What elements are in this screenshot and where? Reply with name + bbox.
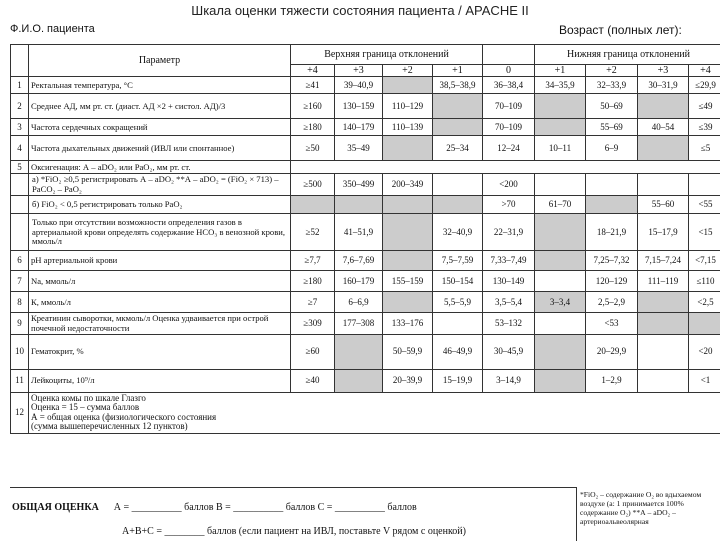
parameter-label: pH артериальной крови (29, 251, 291, 271)
value-cell: 15–17,9 (638, 214, 689, 251)
value-cell: 120–129 (586, 271, 638, 292)
value-cell: 35–49 (335, 136, 383, 161)
parameter-label: Оксигенация: А – aDO₂ или PaO₂, мм рт. ст. (29, 161, 291, 174)
row-number: 11 (11, 370, 29, 393)
value-cell: ≥160 (291, 94, 335, 119)
table-row (11, 136, 720, 161)
glasgow-line: Оценка = 15 – сумма баллов (31, 403, 720, 412)
score-header: +1 (535, 65, 586, 77)
value-cell: 177–308 (335, 313, 383, 335)
value-cell: 46–49,9 (433, 335, 483, 370)
value-cell: <20 (689, 335, 720, 370)
table-row (11, 370, 720, 393)
value-cell: ≥180 (291, 119, 335, 136)
value-cell (638, 313, 689, 335)
score-header: 0 (483, 65, 535, 77)
value-cell: 7,33–7,49 (483, 251, 535, 271)
value-cell: <15 (689, 214, 720, 251)
value-cell: 10–11 (535, 136, 586, 161)
value-cell: 40–54 (638, 119, 689, 136)
value-cell (638, 292, 689, 313)
value-cell: 111–119 (638, 271, 689, 292)
value-cell: ≤5 (689, 136, 720, 161)
value-cell (535, 335, 586, 370)
value-cell (586, 196, 638, 214)
row-number: 12 (11, 393, 29, 434)
value-cell: ≥7,7 (291, 251, 335, 271)
value-cell: 1–2,9 (586, 370, 638, 393)
value-cell: 18–21,9 (586, 214, 638, 251)
value-cell (383, 136, 433, 161)
value-cell: 50–69 (586, 94, 638, 119)
value-cell: 25–34 (433, 136, 483, 161)
value-cell: 160–179 (335, 271, 383, 292)
value-cell (383, 196, 433, 214)
value-cell (383, 292, 433, 313)
value-cell: 34–35,9 (535, 77, 586, 94)
value-cell: 140–179 (335, 119, 383, 136)
score-header: +4 (689, 65, 720, 77)
value-cell: ≥7 (291, 292, 335, 313)
value-cell (638, 136, 689, 161)
glasgow-line: (сумма вышеперечисленных 12 пунктов) (31, 422, 720, 431)
value-cell: 5,5–5,9 (433, 292, 483, 313)
table-row (11, 251, 720, 271)
totals-line-2: А+В+С = ________ баллов (если пациент на ИВЛ, поставьте V рядом с оценкой) (122, 526, 466, 537)
value-cell: >70 (483, 196, 535, 214)
value-cell (433, 196, 483, 214)
header-lower-bound: Нижняя граница отклонений (535, 45, 720, 65)
page-title: Шкала оценки тяжести состояния пациента / APACHE II (0, 3, 720, 18)
header-zero-top (483, 45, 535, 65)
value-cell: ≤39 (689, 119, 720, 136)
parameter-label: Частота дыхательных движений (ИВЛ или спонтанное) (29, 136, 291, 161)
value-cell: 155–159 (383, 271, 433, 292)
value-cell: 7,25–7,32 (586, 251, 638, 271)
score-header: +3 (638, 65, 689, 77)
value-cell: 130–149 (483, 271, 535, 292)
row-number (11, 174, 29, 196)
value-cell: ≥60 (291, 335, 335, 370)
value-cell: 6–6,9 (335, 292, 383, 313)
value-cell: 110–139 (383, 119, 433, 136)
value-cell: 39–40,9 (335, 77, 383, 94)
value-cell: 200–349 (383, 174, 433, 196)
value-cell: ≥180 (291, 271, 335, 292)
value-cell (535, 271, 586, 292)
value-cell (586, 174, 638, 196)
value-cell: 350–499 (335, 174, 383, 196)
value-cell (689, 174, 720, 196)
value-cell (535, 94, 586, 119)
row-number: 4 (11, 136, 29, 161)
value-cell: <55 (689, 196, 720, 214)
patient-name-label: Ф.И.О. пациента (10, 23, 95, 35)
header-parameter: Параметр (29, 45, 291, 77)
value-cell: ≤110 (689, 271, 720, 292)
parameter-label: а) *FiO₂ ≥0,5 регистрировать А – aDO₂ **А – aDO₂ = (FiO₂ × 713) – PaCO₂ – PaO₂ (29, 174, 291, 196)
value-cell: 7,5–7,59 (433, 251, 483, 271)
parameter-label: Гематокрит, % (29, 335, 291, 370)
parameter-label: Креатинин сыворотки, мкмоль/л Оценка удваивается при острой почечной недостаточности (29, 313, 291, 335)
row-number: 6 (11, 251, 29, 271)
totals-section (10, 487, 577, 541)
value-cell (638, 370, 689, 393)
value-cell (638, 335, 689, 370)
value-cell: 22–31,9 (483, 214, 535, 251)
value-cell (535, 313, 586, 335)
value-cell: 3,5–5,4 (483, 292, 535, 313)
value-cell (535, 119, 586, 136)
value-cell: <7,15 (689, 251, 720, 271)
value-cell: 6–9 (586, 136, 638, 161)
value-cell (535, 174, 586, 196)
value-cell (433, 119, 483, 136)
value-cell: <53 (586, 313, 638, 335)
value-cell: 36–38,4 (483, 77, 535, 94)
value-cell: 3–3,4 (535, 292, 586, 313)
parameter-label: Ректальная температура, °С (29, 77, 291, 94)
parameter-label: Среднее АД, мм рт. ст. (диаст. АД ×2 + систол. АД)/3 (29, 94, 291, 119)
row-number (11, 214, 29, 251)
value-cell (383, 214, 433, 251)
value-cell: ≥41 (291, 77, 335, 94)
value-cell: 55–69 (586, 119, 638, 136)
value-cell: 32–33,9 (586, 77, 638, 94)
value-cell: 130–159 (335, 94, 383, 119)
row-number: 8 (11, 292, 29, 313)
value-cell (638, 94, 689, 119)
table-row (11, 94, 720, 119)
table-row (11, 119, 720, 136)
glasgow-line: А = общая оценка (физиологического состояния (31, 413, 720, 422)
parameter-label: Лейкоциты, 10⁹/л (29, 370, 291, 393)
value-cell (335, 370, 383, 393)
value-cell: 15–19,9 (433, 370, 483, 393)
value-cell: <1 (689, 370, 720, 393)
row-number: 1 (11, 77, 29, 94)
totals-abc: А = __________ баллов В = __________ баллов С = __________ баллов (114, 502, 417, 513)
parameter-label: б) FiO₂ < 0,5 регистрировать только PaO₂ (29, 196, 291, 214)
value-cell: ≥309 (291, 313, 335, 335)
table-row (11, 271, 720, 292)
row-number: 3 (11, 119, 29, 136)
value-cell: 150–154 (433, 271, 483, 292)
parameter-label: Na, ммоль/л (29, 271, 291, 292)
value-cell: 12–24 (483, 136, 535, 161)
table-row (11, 161, 720, 174)
value-cell (433, 313, 483, 335)
value-cell: 2,5–2,9 (586, 292, 638, 313)
footnote: *FiO₂ – содержание O₂ во вдыхаемом воздухе (а: 1 принимается 100% содержание O₂) **А – aDO₂ – артериоальвеолярная (580, 490, 720, 526)
table-row (11, 77, 720, 94)
value-cell: 30–45,9 (483, 335, 535, 370)
glasgow-note (29, 393, 720, 434)
row-number: 2 (11, 94, 29, 119)
value-cell (433, 174, 483, 196)
row-number: 9 (11, 313, 29, 335)
apache-table (10, 44, 720, 434)
score-header: +4 (291, 65, 335, 77)
score-header: +1 (433, 65, 483, 77)
value-cell: 70–109 (483, 119, 535, 136)
value-cell: <200 (483, 174, 535, 196)
value-cell: 7,6–7,69 (335, 251, 383, 271)
value-cell: ≤29,9 (689, 77, 720, 94)
score-header: +2 (383, 65, 433, 77)
value-cell: ≥50 (291, 136, 335, 161)
row-number: 7 (11, 271, 29, 292)
score-header: +2 (586, 65, 638, 77)
total-label: ОБЩАЯ ОЦЕНКА (12, 502, 99, 513)
value-cell: 38,5–38,9 (433, 77, 483, 94)
value-cell: 53–132 (483, 313, 535, 335)
glasgow-line: Оценка комы по шкале Глазго (31, 394, 720, 403)
parameter-label: Только при отсутствии возможности определения газов в артериальной крови определять содержание HCO₃ в венозной крови, ммоль/л (29, 214, 291, 251)
value-cell (383, 251, 433, 271)
row-number: 5 (11, 161, 29, 174)
totals-line-1 (12, 502, 417, 513)
value-cell: 7,15–7,24 (638, 251, 689, 271)
value-cell (383, 77, 433, 94)
table-row (11, 335, 720, 370)
score-header: +3 (335, 65, 383, 77)
row-number: 10 (11, 335, 29, 370)
value-cell (433, 94, 483, 119)
parameter-label: Частота сердечных сокращений (29, 119, 291, 136)
parameter-label: К, ммоль/л (29, 292, 291, 313)
value-cell (291, 196, 335, 214)
value-cell: ≥52 (291, 214, 335, 251)
age-label: Возраст (полных лет): (559, 23, 682, 37)
row-spacer (291, 161, 720, 174)
table-row (11, 292, 720, 313)
value-cell (638, 174, 689, 196)
value-cell: 3–14,9 (483, 370, 535, 393)
value-cell: ≤49 (689, 94, 720, 119)
value-cell: 41–51,9 (335, 214, 383, 251)
table-row (11, 196, 720, 214)
value-cell: 50–59,9 (383, 335, 433, 370)
table-row (11, 174, 720, 196)
row-number (11, 196, 29, 214)
value-cell: 70–109 (483, 94, 535, 119)
value-cell: 20–29,9 (586, 335, 638, 370)
value-cell: 32–40,9 (433, 214, 483, 251)
value-cell (335, 196, 383, 214)
value-cell (335, 335, 383, 370)
value-cell (689, 313, 720, 335)
value-cell (535, 214, 586, 251)
value-cell (535, 370, 586, 393)
value-cell: 110–129 (383, 94, 433, 119)
value-cell: 30–31,9 (638, 77, 689, 94)
value-cell: 61–70 (535, 196, 586, 214)
value-cell: <2,5 (689, 292, 720, 313)
value-cell (535, 251, 586, 271)
value-cell: ≥40 (291, 370, 335, 393)
value-cell: ≥500 (291, 174, 335, 196)
table-row (11, 214, 720, 251)
value-cell: 55–60 (638, 196, 689, 214)
value-cell: 133–176 (383, 313, 433, 335)
header-upper-bound: Верхняя граница отклонений (291, 45, 483, 65)
value-cell: 20–39,9 (383, 370, 433, 393)
table-row (11, 313, 720, 335)
header-empty-number (11, 45, 29, 77)
